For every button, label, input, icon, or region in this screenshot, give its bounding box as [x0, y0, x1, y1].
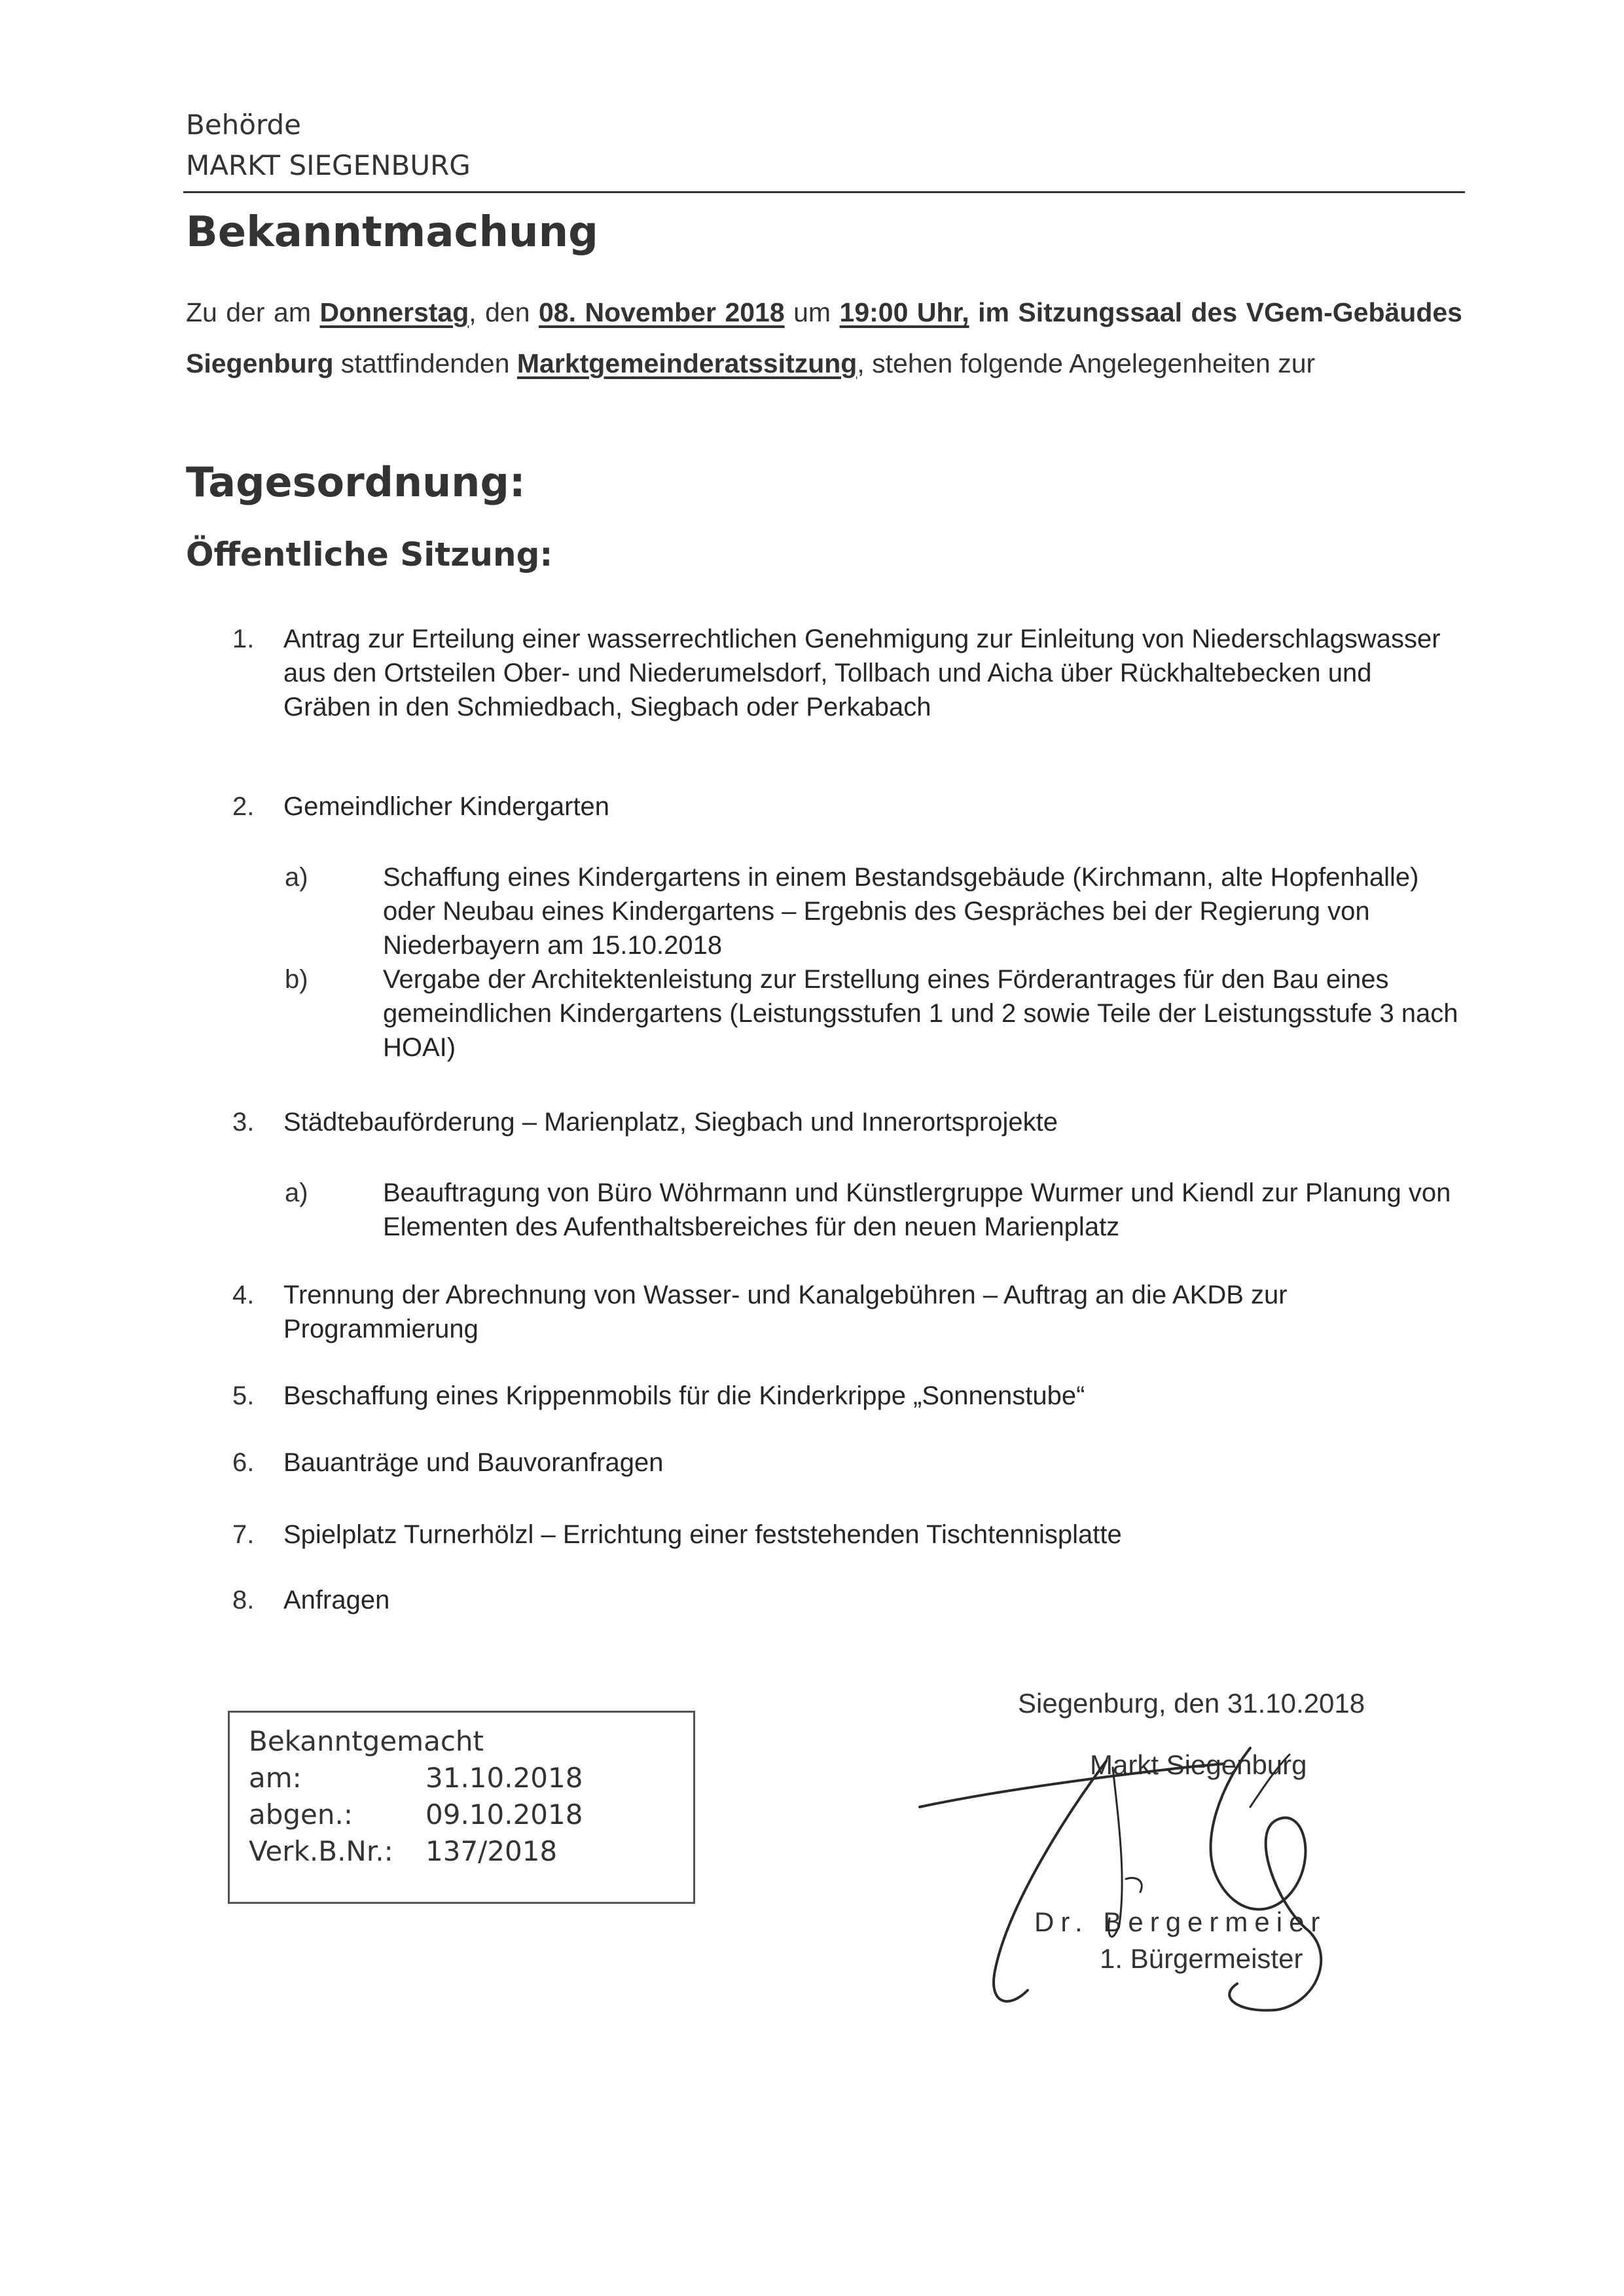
- authority-block: [186, 105, 471, 186]
- notice-row-removed: [249, 1796, 583, 1833]
- document-title: Bekanntmachung: [186, 208, 598, 257]
- public-session-heading: Öffentliche Sitzung:: [186, 536, 553, 574]
- intro-date: 08. November 2018: [539, 297, 785, 327]
- agenda-item-number: 2.: [232, 792, 255, 821]
- signatory-role: 1. Bürgermeister: [1100, 1943, 1303, 1974]
- subitem-label: b): [285, 965, 308, 994]
- agenda-item-number: 5.: [232, 1381, 255, 1410]
- notice-key: abgen.:: [249, 1798, 353, 1831]
- agenda-item-number: 8.: [232, 1586, 255, 1614]
- authority-label: Behörde: [186, 109, 301, 141]
- agenda-item-5: [232, 1379, 1463, 1413]
- agenda-item-text: Bauanträge und Bauvoranfragen: [283, 1448, 664, 1477]
- agenda-item-text: Anfragen: [283, 1586, 390, 1614]
- intro-meeting: Marktgemeinderatssitzung: [516, 348, 857, 378]
- agenda-subitem-3a: [285, 1176, 1463, 1244]
- subitem-label: a): [285, 1178, 308, 1207]
- agenda-item-text: Trennung der Abrechnung von Wasser- und Kanalgebühren – Auftrag an die AKDB zur Programmierung: [283, 1281, 1288, 1343]
- intro-text-4: stattfindenden: [333, 348, 517, 378]
- agenda-item-number: 1.: [232, 625, 255, 653]
- agenda-item-text: Städtebauförderung – Marienplatz, Siegbach und Innerortsprojekte: [283, 1108, 1058, 1137]
- agenda-item-text: Antrag zur Erteilung einer wasserrechtlichen Genehmigung zur Einleitung von Niederschlagswasser aus den Ortsteilen Ober- und Niederumelsdorf, Tollbach und Aicha über Rückhaltebecken und Gräben in den Schmiedbach, Siegbach oder Perkabach: [283, 625, 1441, 721]
- subitem-label: a): [285, 863, 308, 892]
- agenda-item-number: 3.: [232, 1108, 255, 1137]
- agenda-subitem-2a: [285, 860, 1463, 962]
- signature-organization: Markt Siegenburg: [1090, 1749, 1307, 1780]
- notice-row-number: [249, 1833, 557, 1870]
- agenda-item-text: Gemeindlicher Kindergarten: [283, 792, 610, 821]
- agenda-item-text: Spielplatz Turnerhölzl – Errichtung einer feststehenden Tischtennisplatte: [283, 1520, 1122, 1549]
- agenda-item-8: [232, 1583, 1463, 1617]
- agenda-item-2: [232, 790, 1463, 824]
- agenda-item-number: 4.: [232, 1281, 255, 1309]
- agenda-item-number: 6.: [232, 1448, 255, 1477]
- subitem-text: Beauftragung von Büro Wöhrmann und Künstlergruppe Wurmer und Kiendl zur Planung von Elementen des Aufenthaltsbereiches für den neuen Marienplatz: [383, 1178, 1451, 1241]
- notice-key: Verk.B.Nr.:: [249, 1835, 393, 1867]
- subitem-text: Vergabe der Architektenleistung zur Erstellung eines Förderantrages für den Bau eines gemeindlichen Kindergartens (Leistungsstufen 1 und 2 sowie Teile der Leistungsstufe 3 nach HOAI): [383, 965, 1458, 1062]
- notice-value: 137/2018: [425, 1835, 558, 1867]
- notice-key: am:: [249, 1762, 302, 1794]
- notice-value: 09.10.2018: [425, 1798, 583, 1831]
- agenda-item-6: [232, 1446, 1463, 1480]
- agenda-item-number: 7.: [232, 1520, 255, 1549]
- intro-text-1: Zu der am: [186, 297, 320, 327]
- subitem-text: Schaffung eines Kindergartens in einem Bestandsgebäude (Kirchmann, alte Hopfenhalle) oder Neubau eines Kindergartens – Ergebnis des Gespräches bei der Regierung von Niederbayern am 15.10.2018: [383, 863, 1419, 960]
- header-divider: [183, 191, 1465, 193]
- agenda-item-1: [232, 622, 1463, 724]
- intro-text-3: um: [784, 297, 840, 327]
- notice-value: 31.10.2018: [425, 1762, 583, 1794]
- authority-name: MARKT SIEGENBURG: [186, 149, 471, 181]
- intro-text-2: , den: [469, 297, 539, 327]
- signatory-name: Dr. Bergermeier: [1034, 1906, 1327, 1937]
- intro-location: im Sitzungssaal des VGem-Gebäudes Siegenburg: [186, 297, 1462, 378]
- intro-time: 19:00 Uhr,: [839, 297, 969, 327]
- publication-notice-heading: Bekanntgemacht: [249, 1725, 484, 1757]
- agenda-item-3: [232, 1105, 1463, 1139]
- signature-place-date: Siegenburg, den 31.10.2018: [1018, 1688, 1365, 1719]
- agenda-item-4: [232, 1278, 1463, 1346]
- notice-row-published: [249, 1760, 583, 1796]
- agenda-subitem-2b: [285, 962, 1463, 1065]
- agenda-item-text: Beschaffung eines Krippenmobils für die Kinderkrippe „Sonnenstube“: [283, 1381, 1085, 1410]
- agenda-heading: Tagesordnung:: [186, 458, 526, 506]
- intro-paragraph: [186, 287, 1462, 389]
- intro-weekday: Donnerstag: [319, 297, 469, 327]
- intro-text-5: , stehen folgende Angelegenheiten zur: [857, 348, 1316, 378]
- agenda-item-7: [232, 1518, 1463, 1552]
- handwritten-signature-icon: [910, 1709, 1407, 2023]
